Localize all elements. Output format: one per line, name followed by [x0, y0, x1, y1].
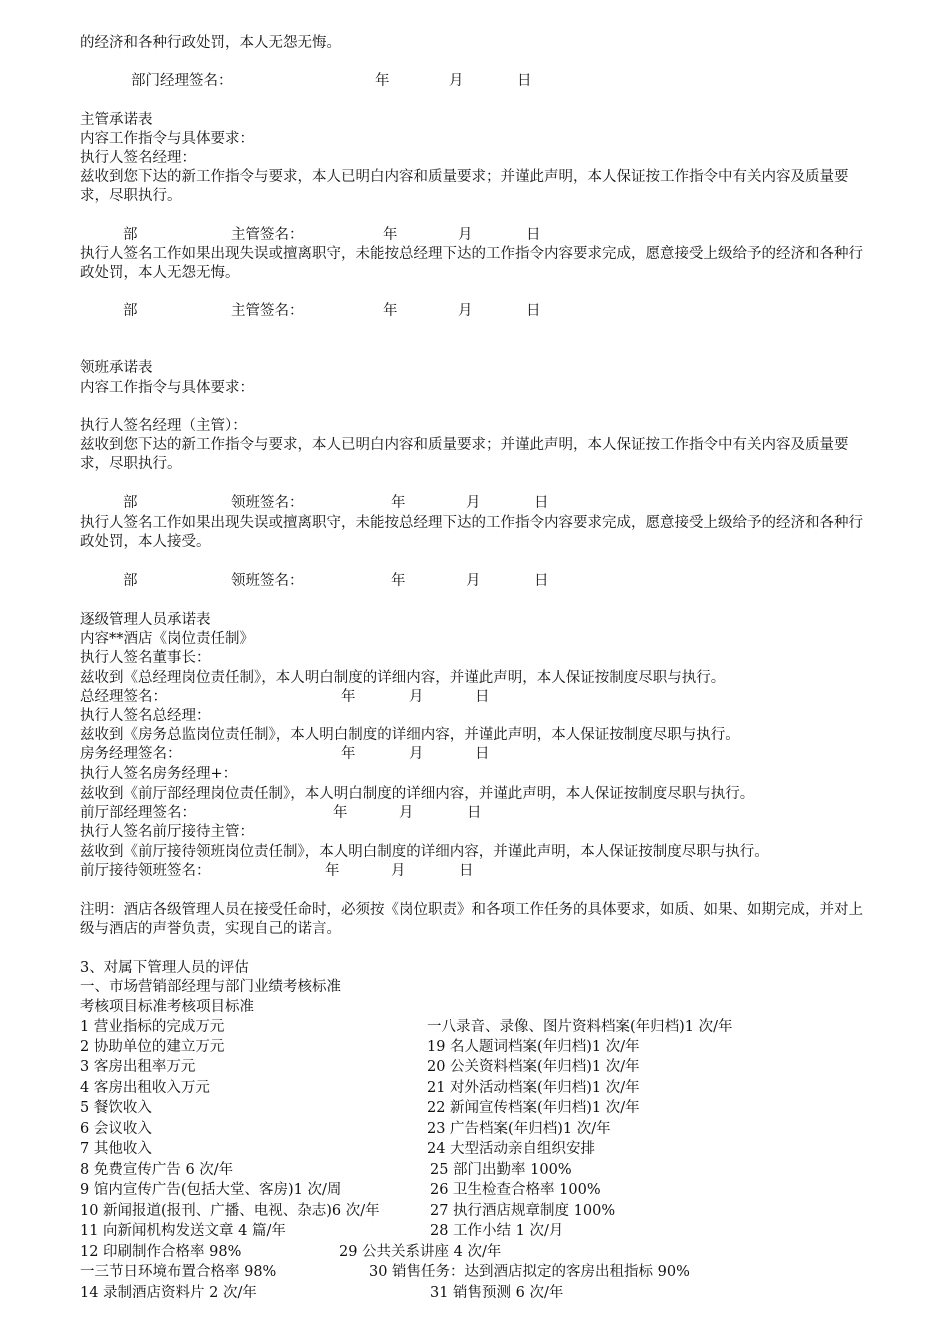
- department-label: 部: [123, 495, 138, 511]
- receipt-line: 兹收到《总经理岗位责任制》，本人明白制度的详细内容，并谨此声明，本人保证按制度尽职与执行。: [80, 670, 726, 686]
- list-item: 14 录制酒店资料片 2 次/年: [80, 1285, 257, 1301]
- signature-label: 领班签名：: [231, 495, 304, 511]
- month-label: 月: [466, 573, 481, 589]
- day-label: 日: [475, 689, 490, 705]
- list-item: 一三节日环境布置合格率 98%: [80, 1264, 277, 1280]
- executor-line: 执行人签名董事长：: [80, 650, 211, 666]
- penalty-paragraph: 执行人签名工作如果出现失误或擅离职守，未能按总经理下达的工作指令内容要求完成，愿意接受上级给予的经济和各种行政处罚，本人接受。: [80, 515, 863, 550]
- signature-label: 总经理签名：: [80, 689, 167, 705]
- paragraph-line: 的经济和各种行政处罚，本人无怨无悔。: [80, 35, 341, 51]
- list-item: 1 营业指标的完成万元: [80, 1019, 225, 1035]
- year-label: 年: [383, 227, 398, 243]
- day-label: 日: [467, 805, 482, 821]
- year-label: 年: [333, 805, 348, 821]
- executor-line: 执行人签名前厅接待主管：: [80, 824, 254, 840]
- month-label: 月: [399, 805, 414, 821]
- list-item: 30 销售任务：达到酒店拟定的客房出租指标 90%: [369, 1264, 690, 1280]
- year-label: 年: [341, 746, 356, 762]
- list-item: 25 部门出勤率 100%: [430, 1162, 572, 1178]
- department-label: 部: [123, 227, 138, 243]
- note-paragraph: 注明：酒店各级管理人员在接受任命时，必须按《岗位职责》和各项工作任务的具体要求，如质、如果、如期完成，并对上级与酒店的声誉负责，实现自己的诺言。: [80, 902, 863, 937]
- section-title: 逐级管理人员承诺表: [80, 612, 211, 628]
- list-item: 31 销售预测 6 次/年: [430, 1285, 564, 1301]
- list-item: 2 协助单位的建立万元: [80, 1039, 225, 1055]
- list-item: 28 工作小结 1 次/月: [430, 1223, 564, 1239]
- year-label: 年: [391, 495, 406, 511]
- day-label: 日: [526, 227, 541, 243]
- list-item: 8 免费宣传广告 6 次/年: [80, 1162, 234, 1178]
- executor-line: 执行人签名经理：: [80, 150, 196, 166]
- receipt-line: 兹收到《房务总监岗位责任制》，本人明白制度的详细内容，并谨此声明，本人保证按制度尽职与执行。: [80, 727, 740, 743]
- list-item: 26 卫生检查合格率 100%: [430, 1182, 601, 1198]
- list-item: 29 公共关系讲座 4 次/年: [339, 1244, 502, 1260]
- content-line: 内容工作指令与具体要求：: [80, 380, 254, 396]
- receipt-paragraph: 兹收到您下达的新工作指令与要求，本人已明白内容和质量要求；并谨此声明，本人保证按工作指令中有关内容及质量要求，尽职执行。: [80, 437, 849, 472]
- signature-label: 前厅部经理签名：: [80, 805, 196, 821]
- day-label: 日: [534, 573, 549, 589]
- penalty-paragraph: 执行人签名工作如果出现失误或擅离职守，未能按总经理下达的工作指令内容要求完成，愿意接受上级给予的经济和各种行政处罚，本人无怨无悔。: [80, 246, 863, 281]
- list-item: 一八录音、录像、图片资料档案(年归档)1 次/年: [427, 1019, 733, 1035]
- department-label: 部: [123, 303, 138, 319]
- year-label: 年: [341, 689, 356, 705]
- list-item: 21 对外活动档案(年归档)1 次/年: [427, 1080, 640, 1096]
- section-heading: 3、对属下管理人员的评估: [80, 960, 249, 976]
- year-label: 年: [325, 863, 340, 879]
- month-label: 月: [409, 746, 424, 762]
- list-item: 24 大型活动亲自组织安排: [427, 1141, 596, 1157]
- list-item: 7 其他收入: [80, 1141, 152, 1157]
- list-item: 19 名人题词档案(年归档)1 次/年: [427, 1039, 640, 1055]
- executor-line: 执行人签名总经理：: [80, 708, 211, 724]
- department-label: 部: [123, 573, 138, 589]
- month-label: 月: [458, 227, 473, 243]
- section-title: 主管承诺表: [80, 112, 153, 128]
- executor-line: 执行人签名房务经理+：: [80, 766, 238, 782]
- day-label: 日: [475, 746, 490, 762]
- day-label: 日: [459, 863, 474, 879]
- list-item: 12 印刷制作合格率 98%: [80, 1244, 242, 1260]
- list-item: 20 公关资料档案(年归档)1 次/年: [427, 1059, 640, 1075]
- list-item: 11 向新闻机构发送文章 4 篇/年: [80, 1223, 286, 1239]
- receipt-line: 兹收到《前厅接待领班岗位责任制》，本人明白制度的详细内容，并谨此声明，本人保证按制度尽职与执行。: [80, 844, 769, 860]
- month-label: 月: [391, 863, 406, 879]
- receipt-line: 兹收到《前厅部经理岗位责任制》，本人明白制度的详细内容，并谨此声明，本人保证按制度尽职与执行。: [80, 786, 755, 802]
- list-item: 22 新闻宣传档案(年归档)1 次/年: [427, 1100, 640, 1116]
- list-item: 3 客房出租率万元: [80, 1059, 196, 1075]
- year-label: 年: [383, 303, 398, 319]
- signature-label: 主管签名：: [231, 303, 304, 319]
- signature-label: 部门经理签名：: [131, 73, 233, 89]
- list-item: 9 馆内宣传广告(包括大堂、客房)1 次/周: [80, 1182, 342, 1198]
- subsection-title: 一、市场营销部经理与部门业绩考核标准: [80, 979, 341, 995]
- month-label: 月: [466, 495, 481, 511]
- day-label: 日: [517, 73, 532, 89]
- receipt-paragraph: 兹收到您下达的新工作指令与要求，本人已明白内容和质量要求；并谨此声明，本人保证按工作指令中有关内容及质量要求，尽职执行。: [80, 169, 849, 204]
- month-label: 月: [409, 689, 424, 705]
- year-label: 年: [391, 573, 406, 589]
- signature-label: 领班签名：: [231, 573, 304, 589]
- content-line: 内容工作指令与具体要求：: [80, 131, 254, 147]
- list-item: 6 会议收入: [80, 1121, 152, 1137]
- day-label: 日: [534, 495, 549, 511]
- signature-label: 房务经理签名：: [80, 746, 182, 762]
- table-header: 考核项目标准考核项目标准: [80, 999, 254, 1015]
- section-title: 领班承诺表: [80, 360, 153, 376]
- list-item: 10 新闻报道(报刊、广播、电视、杂志)6 次/年: [80, 1203, 380, 1219]
- year-label: 年: [375, 73, 390, 89]
- month-label: 月: [458, 303, 473, 319]
- list-item: 23 广告档案(年归档)1 次/年: [427, 1121, 611, 1137]
- list-item: 5 餐饮收入: [80, 1100, 152, 1116]
- signature-label: 主管签名：: [231, 227, 304, 243]
- signature-label: 前厅接待领班签名：: [80, 863, 211, 879]
- month-label: 月: [449, 73, 464, 89]
- list-item: 4 客房出租收入万元: [80, 1080, 210, 1096]
- executor-line: 执行人签名经理（主管）：: [80, 418, 247, 434]
- list-item: 27 执行酒店规章制度 100%: [430, 1203, 616, 1219]
- content-line: 内容**酒店《岗位责任制》: [80, 631, 254, 647]
- day-label: 日: [526, 303, 541, 319]
